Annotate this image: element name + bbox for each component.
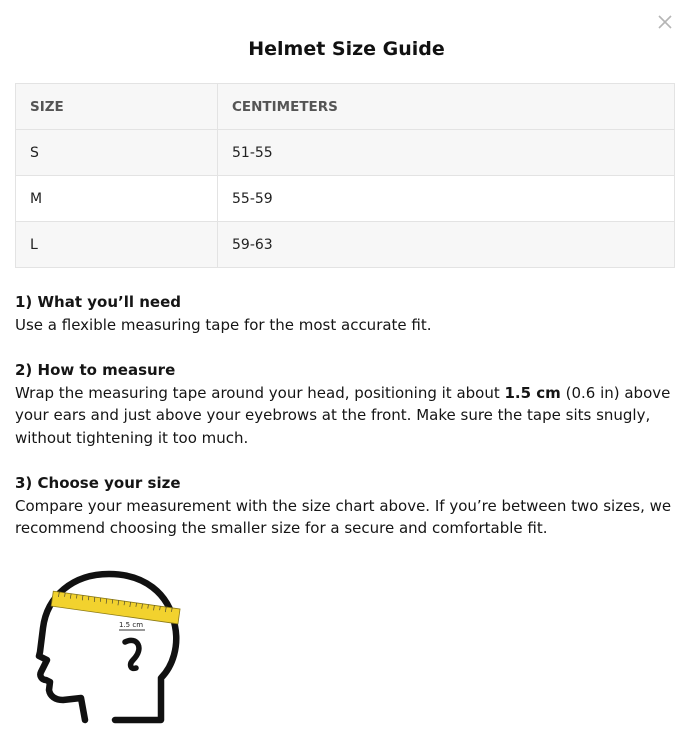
size-table xyxy=(15,83,675,268)
column-header-size: SIZE xyxy=(16,84,218,130)
step-text: Use a flexible measuring tape for the most accurate fit. xyxy=(15,315,432,334)
centimeters-cell: 55-59 xyxy=(218,176,675,222)
modal-title: Helmet Size Guide xyxy=(248,38,445,60)
column-header-centimeters: CENTIMETERS xyxy=(218,84,675,130)
step-how-to-measure xyxy=(15,359,680,449)
step-text-part: (0.6 in) above your ears and just above your eyebrows at the front. Make sure the tape sits snugly, without tightening it too much. xyxy=(15,383,671,447)
step-text: Compare your measurement with the size chart above. If you’re between two sizes, we recommend choosing the smaller size for a secure and comfortable fit. xyxy=(15,496,672,537)
centimeters-cell: 51-55 xyxy=(218,130,675,176)
close-button[interactable] xyxy=(655,12,675,32)
step-text-part: Wrap the measuring tape around your head, positioning it about xyxy=(15,383,505,402)
close-icon xyxy=(657,14,673,30)
size-cell: L xyxy=(16,222,218,268)
table-row xyxy=(16,222,675,268)
dimension-label: 1.5 cm xyxy=(119,621,144,629)
size-cell: S xyxy=(16,130,218,176)
table-header-row xyxy=(16,84,675,130)
step-heading: 2) How to measure xyxy=(15,361,176,379)
head-measuring-tape-icon xyxy=(33,568,188,728)
measuring-instructions xyxy=(15,291,680,563)
head-measurement-illustration xyxy=(33,568,188,732)
step-what-you-need xyxy=(15,291,680,336)
step-heading: 1) What you’ll need xyxy=(15,293,181,311)
table-row xyxy=(16,130,675,176)
ear-outline xyxy=(125,640,139,668)
centimeters-cell: 59-63 xyxy=(218,222,675,268)
size-cell: M xyxy=(16,176,218,222)
table-row xyxy=(16,176,675,222)
step-text xyxy=(15,382,680,450)
step-choose-size xyxy=(15,472,680,540)
step-heading: 3) Choose your size xyxy=(15,474,181,492)
measurement-highlight: 1.5 cm xyxy=(504,383,561,402)
